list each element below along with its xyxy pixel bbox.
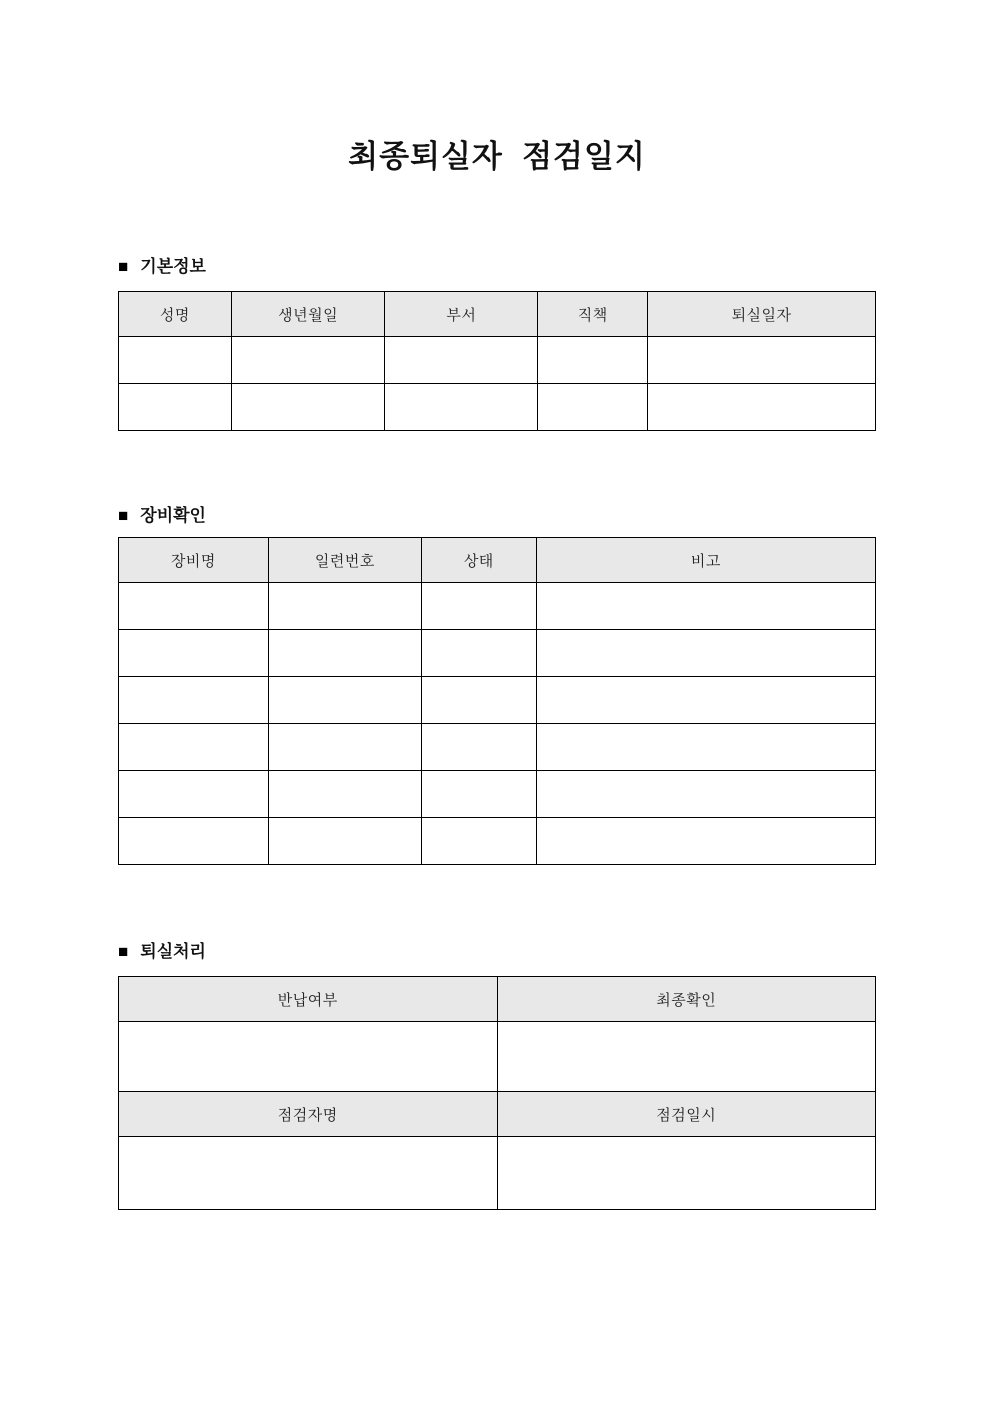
cell-equipment-name-1[interactable] xyxy=(119,583,269,630)
column-header-return-status: 반납여부 xyxy=(119,977,498,1022)
cell-department-2[interactable] xyxy=(385,384,538,431)
black-square-bullet-icon: ■ xyxy=(118,506,129,525)
section-heading-checkout-label: 퇴실처리 xyxy=(140,942,206,961)
cell-remarks-3[interactable] xyxy=(536,677,875,724)
column-header-final-confirmation: 최종확인 xyxy=(497,977,876,1022)
section-heading-basic-info xyxy=(118,256,876,277)
cell-serial-number-5[interactable] xyxy=(268,771,421,818)
cell-serial-number-2[interactable] xyxy=(268,630,421,677)
checkout-table xyxy=(118,976,876,1210)
cell-status-1[interactable] xyxy=(421,583,536,630)
cell-serial-number-4[interactable] xyxy=(268,724,421,771)
cell-serial-number-6[interactable] xyxy=(268,818,421,865)
cell-inspection-datetime[interactable] xyxy=(497,1137,876,1210)
equipment-row-5 xyxy=(119,771,876,818)
section-heading-equipment-label: 장비확인 xyxy=(140,506,206,525)
cell-remarks-2[interactable] xyxy=(536,630,875,677)
equipment-header-row xyxy=(119,538,876,583)
column-header-checkout-date: 퇴실일자 xyxy=(648,292,876,337)
equipment-table xyxy=(118,537,876,865)
equipment-row-2 xyxy=(119,630,876,677)
column-header-inspector-name: 점검자명 xyxy=(119,1092,498,1137)
section-heading-basic-info-label: 기본정보 xyxy=(140,257,206,276)
cell-position-1[interactable] xyxy=(538,337,648,384)
cell-status-4[interactable] xyxy=(421,724,536,771)
column-header-position: 직책 xyxy=(538,292,648,337)
cell-inspector-name[interactable] xyxy=(119,1137,498,1210)
cell-name-1[interactable] xyxy=(119,337,232,384)
equipment-row-4 xyxy=(119,724,876,771)
cell-birthdate-1[interactable] xyxy=(231,337,385,384)
cell-serial-number-3[interactable] xyxy=(268,677,421,724)
column-header-status: 상태 xyxy=(421,538,536,583)
cell-remarks-1[interactable] xyxy=(536,583,875,630)
cell-remarks-6[interactable] xyxy=(536,818,875,865)
section-heading-checkout xyxy=(118,941,876,962)
cell-remarks-5[interactable] xyxy=(536,771,875,818)
cell-equipment-name-6[interactable] xyxy=(119,818,269,865)
cell-serial-number-1[interactable] xyxy=(268,583,421,630)
basic-info-row-1 xyxy=(119,337,876,384)
basic-info-header-row xyxy=(119,292,876,337)
basic-info-table xyxy=(118,291,876,431)
section-heading-equipment xyxy=(118,505,876,526)
checkout-header-row-1 xyxy=(119,977,876,1022)
black-square-bullet-icon: ■ xyxy=(118,942,129,961)
cell-final-confirmation[interactable] xyxy=(497,1022,876,1092)
cell-status-2[interactable] xyxy=(421,630,536,677)
cell-return-status[interactable] xyxy=(119,1022,498,1092)
checkout-input-row-2 xyxy=(119,1137,876,1210)
column-header-remarks: 비고 xyxy=(536,538,875,583)
cell-checkout-date-1[interactable] xyxy=(648,337,876,384)
cell-birthdate-2[interactable] xyxy=(231,384,385,431)
column-header-equipment-name: 장비명 xyxy=(119,538,269,583)
cell-department-1[interactable] xyxy=(385,337,538,384)
column-header-inspection-datetime: 점검일시 xyxy=(497,1092,876,1137)
cell-checkout-date-2[interactable] xyxy=(648,384,876,431)
cell-equipment-name-2[interactable] xyxy=(119,630,269,677)
cell-name-2[interactable] xyxy=(119,384,232,431)
document-title: 최종퇴실자 점검일지 xyxy=(348,139,646,174)
checkout-input-row-1 xyxy=(119,1022,876,1092)
cell-status-3[interactable] xyxy=(421,677,536,724)
column-header-birthdate: 생년월일 xyxy=(231,292,385,337)
cell-equipment-name-4[interactable] xyxy=(119,724,269,771)
equipment-row-3 xyxy=(119,677,876,724)
cell-remarks-4[interactable] xyxy=(536,724,875,771)
cell-status-6[interactable] xyxy=(421,818,536,865)
cell-status-5[interactable] xyxy=(421,771,536,818)
cell-position-2[interactable] xyxy=(538,384,648,431)
basic-info-row-2 xyxy=(119,384,876,431)
equipment-row-6 xyxy=(119,818,876,865)
equipment-row-1 xyxy=(119,583,876,630)
checkout-header-row-2 xyxy=(119,1092,876,1137)
cell-equipment-name-3[interactable] xyxy=(119,677,269,724)
column-header-department: 부서 xyxy=(385,292,538,337)
column-header-name: 성명 xyxy=(119,292,232,337)
column-header-serial-number: 일련번호 xyxy=(268,538,421,583)
cell-equipment-name-5[interactable] xyxy=(119,771,269,818)
document-content xyxy=(118,0,876,1210)
black-square-bullet-icon: ■ xyxy=(118,257,129,276)
